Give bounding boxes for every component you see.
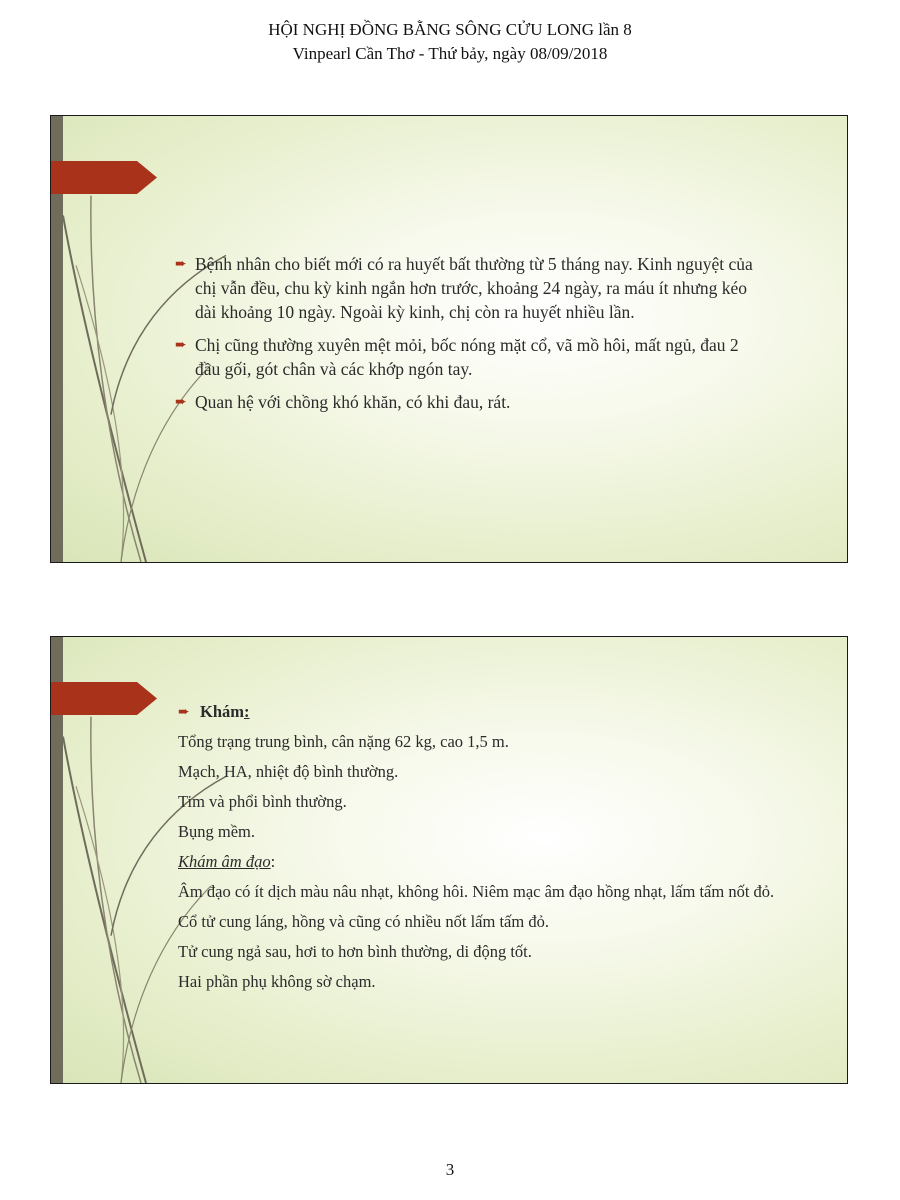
right-arrow-bullet-icon: ➨ [175,394,187,410]
red-arrow-banner [51,682,157,715]
vaginal-exam-subheading-text: Khám âm đạo [178,852,271,871]
vaginal-exam-subheading-colon: : [270,852,276,871]
vaginal-exam-subheading [178,851,828,873]
bullet-text: Chị cũng thường xuyên mệt mỏi, bốc nóng mặt cổ, vã mồ hôi, mất ngủ, đau 2 đầu gối, gót chân và các khớp ngón tay. [195,335,739,379]
exam-line: Tử cung ngả sau, hơi to hơn bình thường, di động tốt. [178,942,532,961]
list-item [175,333,755,381]
conference-title: HỘI NGHỊ ĐỒNG BẰNG SÔNG CỬU LONG lần 8 [268,20,632,39]
bullet-text: Bệnh nhân cho biết mới có ra huyết bất thường từ 5 tháng nay. Kinh nguyệt của chị vẫn đều, chu kỳ kinh ngắn hơn trước, khoảng 24 ngày, ra máu ít nhưng kéo dài khoảng 10 ngày. Ngoài kỳ kinh, chị còn ra huyết nhiều lần. [195,254,753,322]
exam-line: Tim và phổi bình thường. [178,792,347,811]
exam-line: Cổ tử cung láng, hồng và cũng có nhiều nốt lấm tấm đỏ. [178,912,549,931]
exam-line: Mạch, HA, nhiệt độ bình thường. [178,762,399,781]
bullet-text: Quan hệ với chồng khó khăn, có khi đau, rát. [195,392,511,412]
right-arrow-bullet-icon: ➨ [178,704,190,720]
slide-1-bullet-list [175,252,755,423]
exam-heading-colon: : [244,702,250,721]
right-arrow-bullet-icon: ➨ [175,256,187,272]
document-header [0,18,900,66]
page-number: 3 [445,1160,455,1179]
list-item [175,252,755,324]
red-arrow-banner [51,161,157,194]
exam-line: Tổng trạng trung bình, cân nặng 62 kg, cao 1,5 m. [178,732,509,751]
slide-2 [50,636,848,1084]
exam-heading [178,701,828,723]
exam-line: Âm đạo có ít dịch màu nâu nhạt, không hôi. Niêm mạc âm đạo hồng nhạt, lấm tấm nốt đỏ. [178,882,775,901]
slide-1 [50,115,848,563]
list-item [175,390,755,414]
slide-2-exam-content [178,701,828,1001]
conference-venue-date: Vinpearl Cần Thơ - Thứ bảy, ngày 08/09/2018 [292,44,608,63]
exam-line: Bụng mềm. [178,822,255,841]
right-arrow-bullet-icon: ➨ [175,337,187,353]
exam-line: Hai phần phụ không sờ chạm. [178,972,376,991]
exam-heading-text: Khám [200,702,245,721]
